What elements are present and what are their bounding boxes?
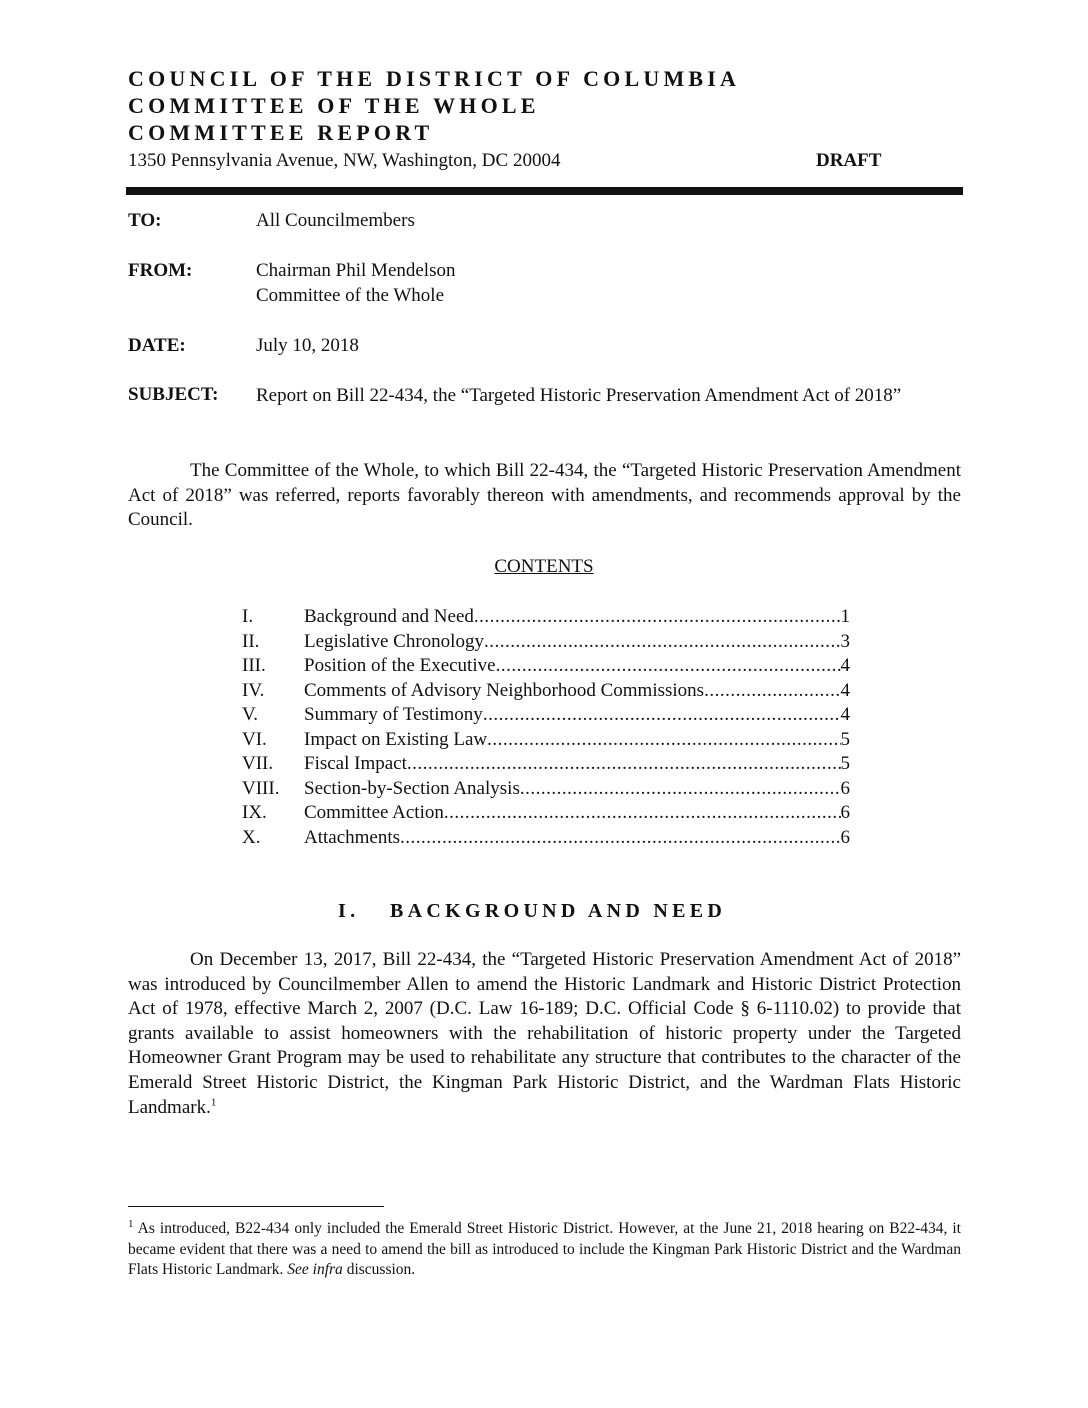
toc-leader-dots — [484, 631, 841, 653]
toc-item-page: 6 — [840, 802, 850, 823]
footnote-rule — [128, 1206, 384, 1207]
footnote-text: As introduced, B22-434 only included the Emerald Street Historic District. However, at the June 21, 2018 hearing on B22-434, it became evident that there was a need to amend the bill as introduced to include the Kingman Park Historic District and the Wardman Flats Historic Landmark. — [128, 1220, 961, 1278]
footnote-ref: 1 — [210, 1096, 217, 1109]
toc-item-title: Summary of Testimony — [304, 704, 483, 725]
toc-leader-dots — [400, 827, 840, 849]
toc-item-title: Position of the Executive — [304, 655, 496, 676]
toc-leader-dots — [474, 606, 841, 628]
toc-item-number: II. — [242, 630, 260, 652]
toc-item-number: IV. — [242, 679, 265, 701]
toc-item-number: VI. — [242, 728, 267, 750]
toc-item-title: Background and Need — [304, 606, 474, 627]
section-number: I. — [338, 900, 360, 922]
footnote-see-infra: See infra — [287, 1261, 343, 1278]
memo-date-label: DATE: — [128, 335, 186, 356]
toc-item-page: 1 — [840, 606, 850, 627]
contents-title: CONTENTS — [494, 556, 594, 577]
toc-item — [242, 778, 850, 803]
toc-item-page: 3 — [840, 630, 850, 652]
toc-item — [242, 631, 850, 656]
toc-item — [242, 802, 850, 827]
toc-item — [242, 753, 850, 778]
toc-item-number: VIII. — [242, 777, 280, 799]
memo-subject-label: SUBJECT: — [128, 384, 219, 405]
intro-paragraph: The Committee of the Whole, to which Bill 22-434, the “Targeted Historic Preservation Amendment Act of 2018” was referred, reports favorably thereon with amendments, and recommends approval by the Council. — [128, 460, 961, 531]
toc-item — [242, 729, 850, 754]
toc-item-page: 5 — [840, 728, 850, 750]
toc-item — [242, 655, 850, 680]
memo-from-label: FROM: — [128, 260, 193, 281]
toc-item-title: Attachments — [304, 826, 401, 848]
memo-to-label: TO: — [128, 210, 162, 231]
memo-from-committee: Committee of the Whole — [256, 285, 445, 306]
toc-item-number: X. — [242, 826, 261, 848]
draft-label: DRAFT — [816, 150, 882, 171]
toc-item-title: Section-by-Section Analysis — [304, 777, 520, 799]
toc-item-page: 5 — [840, 753, 850, 774]
memo-from-value — [256, 258, 455, 308]
header-rule — [126, 187, 963, 195]
toc-leader-dots — [444, 802, 841, 824]
toc-item — [242, 680, 850, 705]
toc-item-title: Legislative Chronology — [304, 630, 484, 652]
header-council: COUNCIL OF THE DISTRICT OF COLUMBIA — [128, 66, 741, 91]
background-paragraph — [128, 948, 961, 1120]
toc-item-page: 4 — [840, 679, 850, 701]
header-committee: COMMITTEE OF THE WHOLE — [128, 93, 540, 118]
footnote — [128, 1219, 961, 1281]
toc-item — [242, 606, 850, 631]
toc-item-number: III. — [242, 655, 266, 676]
toc-item — [242, 704, 850, 729]
toc-leader-dots — [704, 680, 840, 702]
toc-item — [242, 827, 850, 852]
toc-leader-dots — [520, 778, 841, 800]
section-heading: BACKGROUND AND NEED — [390, 900, 727, 922]
toc-item-page: 6 — [840, 826, 850, 848]
background-text: On December 13, 2017, Bill 22-434, the “Targeted Historic Preservation Amendment Act of 2018” was introduced by Councilmember Allen to amend the Historic Landmark and Historic District Protection Act of 1978, effective March 2, 2007 (D.C. Law 16-189; D.C. Official Code § 6-1110.02) to provide that grants available to assist homeowners with the rehabilitation of historic property under the Targeted Homeowner Grant Program may be used to rehabilitate any structure that contributes to the character of the Emerald Street Historic District, the Kingman Park Historic District, and the Wardman Flats Historic Landmark. — [128, 949, 961, 1118]
table-of-contents — [242, 606, 850, 851]
toc-item-page: 4 — [840, 655, 850, 676]
toc-item-page: 6 — [840, 777, 850, 799]
toc-item-title: Comments of Advisory Neighborhood Commissions — [304, 679, 705, 701]
footnote-marker: 1 — [128, 1217, 134, 1230]
toc-item-number: I. — [242, 606, 254, 627]
header-address: 1350 Pennsylvania Avenue, NW, Washington, DC 20004 — [128, 150, 561, 171]
toc-item-number: V. — [242, 704, 259, 725]
toc-item-number: VII. — [242, 753, 274, 774]
toc-leader-dots — [496, 655, 841, 677]
toc-item-number: IX. — [242, 802, 267, 823]
toc-item-title: Impact on Existing Law — [304, 728, 488, 750]
header-report: COMMITTEE REPORT — [128, 120, 434, 145]
toc-leader-dots — [407, 753, 841, 775]
memo-date-value: July 10, 2018 — [256, 335, 359, 356]
toc-leader-dots — [483, 704, 841, 726]
memo-to-value: All Councilmembers — [256, 210, 415, 231]
toc-leader-dots — [487, 729, 840, 751]
toc-item-page: 4 — [840, 704, 850, 725]
toc-item-title: Fiscal Impact — [304, 753, 407, 774]
toc-item-title: Committee Action — [304, 802, 444, 823]
memo-from-name: Chairman Phil Mendelson — [256, 260, 456, 281]
footnote-text-end: discussion. — [342, 1261, 416, 1278]
memo-subject-value: Report on Bill 22-434, the “Targeted Historic Preservation Amendment Act of 2018” — [256, 385, 902, 406]
